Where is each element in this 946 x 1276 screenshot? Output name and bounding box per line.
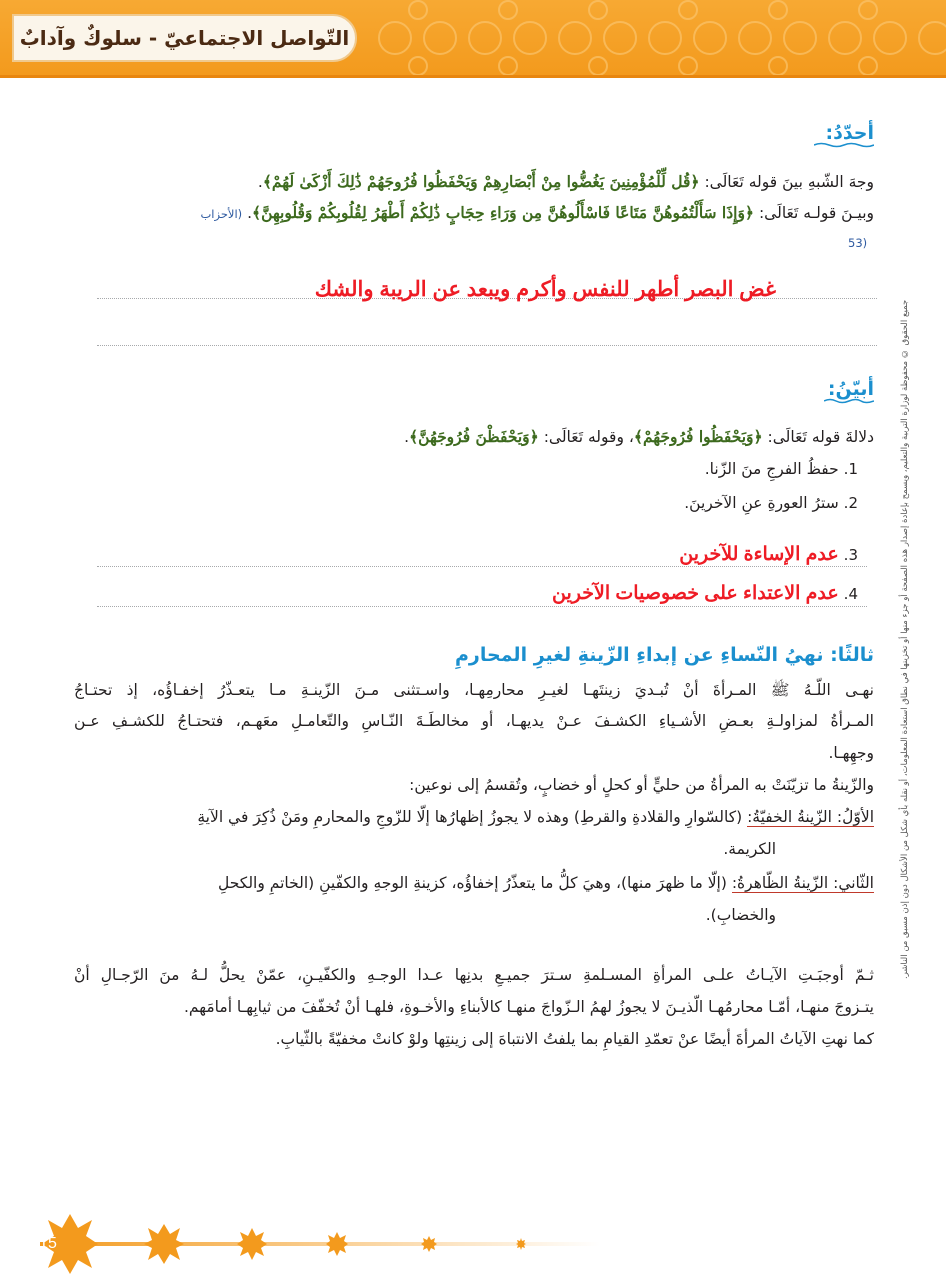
answer-text-item-3: عدم الإساءة للآخرين: [679, 544, 839, 565]
list-item-text: حفظُ الفرجِ منَ الزّنا.: [704, 460, 839, 478]
type1-cont: الكريمة.: [723, 840, 776, 858]
type1-line: [197, 808, 874, 826]
page-number-badge: 15: [39, 1235, 57, 1252]
quran-verse-3: ﴿وَيَحْفَظُوا فُرُوجَهُمْ﴾: [633, 427, 763, 446]
identify-line-1: [258, 172, 874, 191]
list-item: [679, 543, 858, 566]
quran-verse-2: ﴿وَإِذَا سَأَلْتُمُوهُنَّ مَتَاعًا فَاسْأَلُوهُنَّ مِن وَرَاءِ حِجَابٍ ذَٰلِكُمْ أَطْهَرُ لِقُلُوبِكُمْ وَقُلُوبِهِنَّ﴾: [252, 203, 755, 222]
copyright-side-note: جميع الحقوق © محفوظة لوزارة التربية والتعليم، ويسمح بإعادة إصدار هذه الصفحة أو جزء منها أو تخزينها في نطاق استعادة المعلومات، أو نقله بأي شكل من الأشكال دون إذن مسبق من الناشر.: [900, 300, 910, 980]
list-item-number: 1.: [843, 460, 858, 478]
type2-label: الثّاني: الزّينةُ الظّاهرةُ:: [731, 874, 874, 892]
footer-decoration: [0, 1190, 620, 1276]
list-item-text: سترُ العورةِ عنِ الآخرينَ.: [684, 494, 839, 512]
verse-source: (الأحزاب: [200, 207, 243, 221]
identify-line-1-suffix: .: [257, 173, 263, 191]
answer-line-4: [97, 606, 867, 607]
para1-line2: المـرأةُ لمزاولـةِ بعـضِ الأشـياءِ الكشـفَ عـنْ يديهـا، أو مخالطَـةَ النّـاسِ والتّعامـلِ معَهـم، فتحتـاجُ للكشـفِ عـن: [74, 712, 874, 730]
type1-label: الأوّلُ: الزّينةُ الخفيّةُ:: [747, 808, 874, 826]
type2-cont: والخضابِ).: [705, 906, 776, 924]
list-item: [684, 494, 858, 512]
section-label-identify: [814, 122, 874, 148]
answer-line-3: [97, 566, 867, 567]
quran-verse-4: ﴿وَيَحْفَظْنَ فُرُوجَهُنَّ﴾: [409, 427, 539, 446]
para1-line1: نهـى اللّـهُ ﷺ المـرأةَ أنْ تُبـديَ زينتَهـا لغيـرِ محارمِهـا، واسـتثنى مـنَ الزّينـةِ مـا يتعـذّرُ إخفـاؤُه، إذ تحتـاجُ: [74, 681, 874, 699]
list-item: [705, 460, 858, 478]
explain-intro-mid: ، وقوله تَعَالَى:: [538, 428, 634, 446]
list-item-number: 4.: [843, 585, 858, 603]
explain-intro: [404, 427, 874, 446]
identify-line-2-suffix: .: [242, 204, 253, 222]
header-title-pill: [12, 14, 357, 62]
top-banner: [0, 0, 946, 78]
list-item-number: 2.: [843, 494, 858, 512]
para2: والزّينةُ ما تزيّنَتْ به المرأةُ من حليٍّ أو كحلٍ أو خضابٍ، وتُقسمُ إلى نوعين:: [409, 776, 874, 794]
type1-text: (كالسّوارِ والقلادةِ والقرطِ) وهذه لا يجوزُ إظهارُها إلّا للزّوجِ والمحارمِ ومَنْ ذُكِرَ في الآيةِ: [197, 808, 748, 826]
para3-line1: ثـمّ أوجبَـتِ الآيـاتُ علـى المرأةِ المسـلمةِ سـترَ جميـعِ بدنِها عـدا الوجـهِ والكفّيـنِ، عمّنْ يحلُّ لـهُ منَ الرّجـالِ أنْ: [74, 966, 874, 984]
type2-line: [218, 874, 874, 892]
para3-line3: كما نهتِ الآياتُ المرأةَ أيضًا عنْ تعمّدِ القيامِ بما يلفتُ الانتباهَ إلى زينتِها ولوْ كانتْ مخفيّةً بالثّيابِ.: [275, 1030, 874, 1048]
para1-line3: وجهِهـا.: [828, 744, 874, 762]
chapter-title: التّواصل الاجتماعيّ - سلوكٌ وآدابٌ: [19, 26, 350, 50]
para3-line2: يتـزوجَ منهـا، أمّـا محارمُهـا الّذيـنَ لا يجوزُ لهمُ الـزّواجَ منهـا كالأبناءِ والأخـوةِ، فلهـا أنْ تُخفّفَ من ثيابِهـا أمامَهم.: [183, 998, 874, 1016]
identify-line-2-prefix: وبيـنَ قولـه تَعَالَى:: [754, 204, 874, 222]
answer-text-item-4: عدم الاعتداء على خصوصيات الآخرين: [552, 583, 839, 604]
section-label-explain: [824, 378, 874, 404]
explain-intro-suffix: .: [404, 428, 410, 446]
list-item: [552, 582, 858, 605]
quran-verse-1: ﴿قُل لِّلْمُؤْمِنِينَ يَغُضُّوا مِنْ أَبْصَارِهِمْ وَيَحْفَظُوا فُرُوجَهُمْ ذَٰلِكَ أَزْكَىٰ لَهُمْ﴾: [262, 172, 700, 191]
type2-text: (إلّا ما ظهرَ منها)، وهيَ كلُّ ما يتعذّرُ إخفاؤُه، كزينةِ الوجهِ والكفّينِ (الخاتمِ والكحلِ: [218, 874, 732, 892]
answer-text-identify: غض البصر أطهر للنفس وأكرم ويبعد عن الريبة والشك: [314, 278, 776, 301]
identify-line-2: [200, 203, 874, 222]
section-heading-adornment: ثالثًا: نهيُ النّساءِ عن إبداءِ الزّينةِ لغيرِ المحارمِ: [455, 644, 874, 666]
explain-intro-prefix: دلالةَ قوله تَعَالَى:: [762, 428, 874, 446]
section-label-identify-text: أحدّدُ:: [825, 122, 874, 144]
list-item-number: 3.: [843, 546, 858, 564]
identify-line-1-prefix: وجهَ الشّبهِ بينَ قوله تَعَالَى:: [699, 173, 874, 191]
verse-source-cont: (53: [848, 236, 868, 250]
section-label-explain-text: أبيّنُ:: [827, 378, 874, 400]
answer-line-2: [97, 345, 877, 346]
